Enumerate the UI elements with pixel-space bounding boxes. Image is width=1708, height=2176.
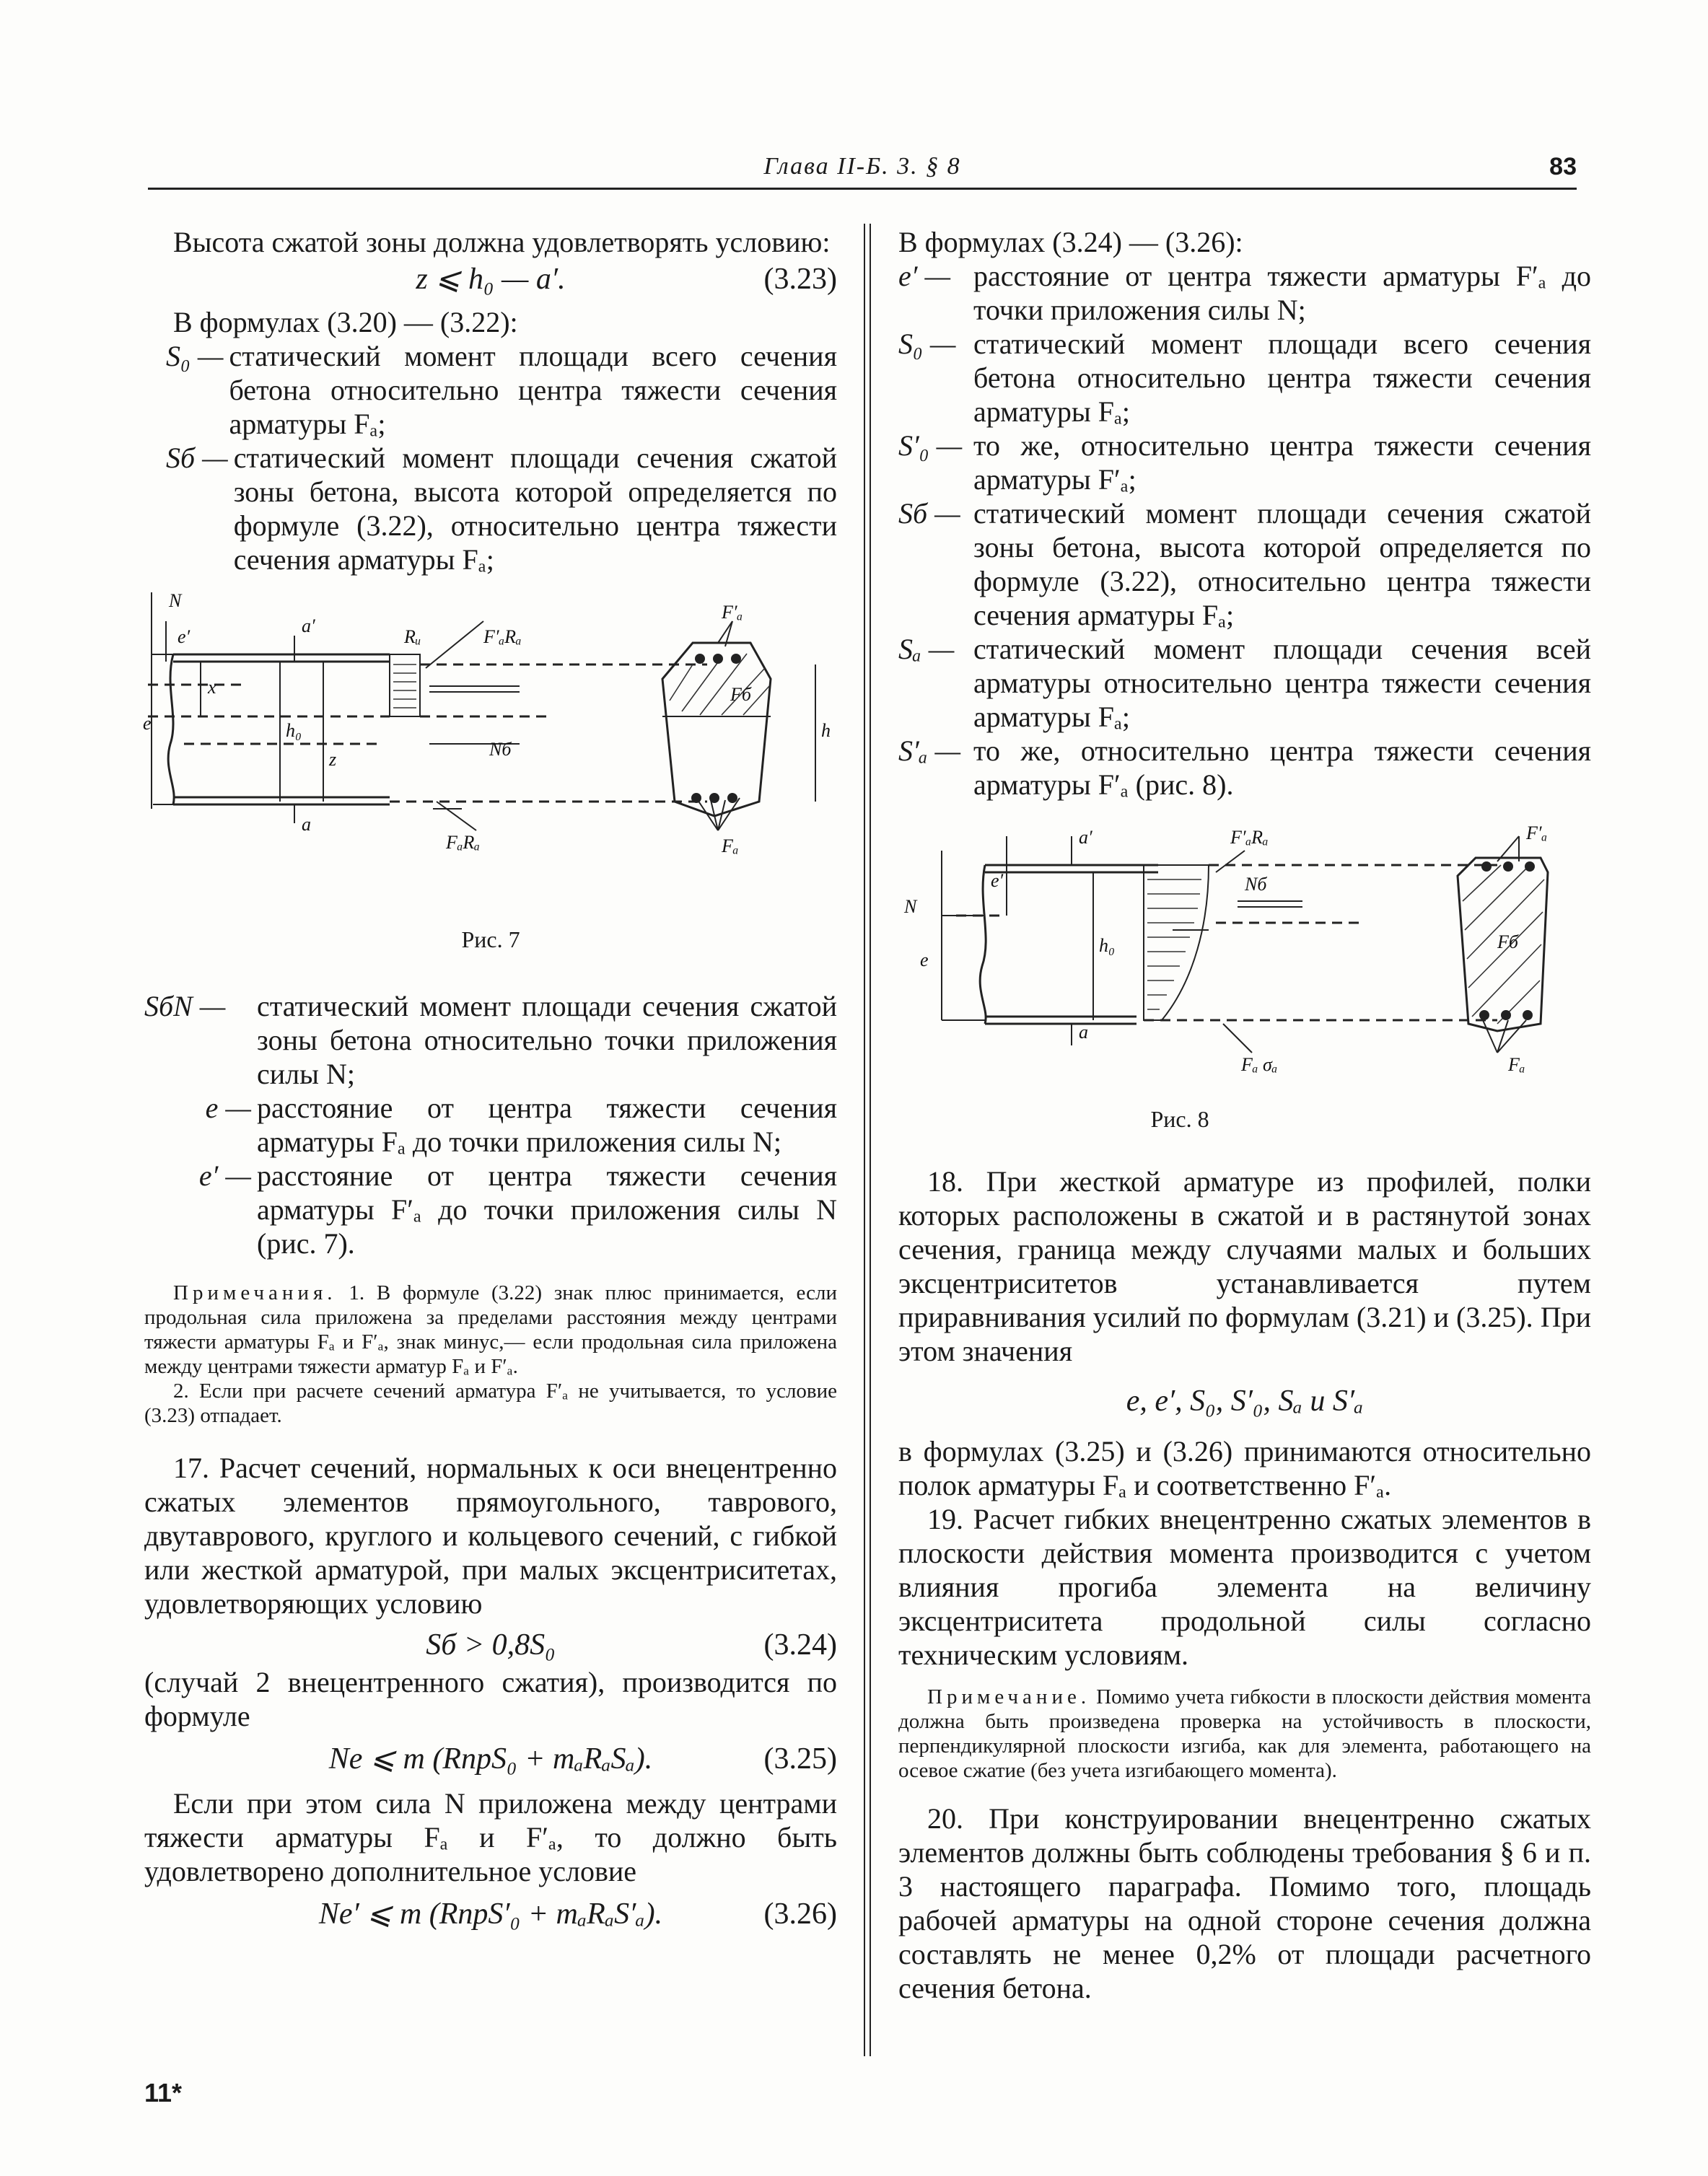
fig7-label: z <box>329 749 337 770</box>
definition-text: то же, относительно центра тяжести сечения арматуры F′ₐ; <box>973 429 1591 496</box>
formula-expression: Ne ⩽ m (RпрS₀ + mₐRₐSₐ). <box>328 1742 653 1776</box>
definition-text: статический момент площади всего сечения бетона относительно центра тяжести сечения арматуры Fₐ; <box>229 340 837 440</box>
figure-8 <box>898 822 1591 1096</box>
fig7-label: e′ <box>178 626 190 647</box>
definition-item <box>144 1159 837 1260</box>
formula-number: (3.23) <box>763 263 837 296</box>
definition-symbol: e′ — <box>198 1159 251 1192</box>
definition-symbol: Sₐ — <box>898 633 955 665</box>
note-label: Примечания. <box>173 1281 337 1304</box>
note <box>898 1685 1591 1783</box>
fig7-label: F′ₐRₐ <box>483 626 522 647</box>
fig8-label: Nб <box>1245 874 1267 895</box>
definition-symbol: S₀ — <box>898 328 956 360</box>
header-rule <box>148 188 1577 190</box>
paragraph: В формулах (3.24) — (3.26): <box>898 226 1243 258</box>
running-title: Глава II-Б. 3. § 8 <box>763 153 961 180</box>
fig7-label: h <box>821 720 831 741</box>
note-text: 1. В формуле (3.22) знак плюс принимается, если продольная сила приложена за пределами расстояния между центрами тяжести арматуры Fₐ и F′ₐ, знак минус,— если продольная сила приложена между центрами тяжести арматур Fₐ и F′ₐ. <box>144 1281 837 1378</box>
fig8-label: F′ₐ <box>1526 822 1548 843</box>
column-separator <box>864 224 865 2056</box>
definition-item <box>144 1091 837 1159</box>
fig8-label: h₀ <box>1099 935 1116 956</box>
definition-item <box>898 429 1591 496</box>
fig7-label: a′ <box>302 615 315 636</box>
fig8-label: Fₐ σₐ <box>1241 1054 1278 1075</box>
definition-symbol: S′ₐ — <box>898 734 961 767</box>
paragraph: в формулах (3.25) и (3.26) принимаются относительно полок арматуры Fₐ и соответственно F′ₐ. <box>898 1435 1591 1501</box>
fig8-label: e <box>920 949 929 970</box>
signature-mark: 11* <box>144 2078 183 2107</box>
definition-text: статический момент площади всего сечения бетона относительно центра тяжести сечения арматуры Fₐ; <box>973 328 1591 428</box>
definition-symbol: Sб — <box>898 497 960 530</box>
definition-text: статический момент площади сечения сжатой зоны бетона относительно точки приложения силы N; <box>257 990 837 1090</box>
paragraph-20: 20. При конструировании внецентренно сжатых элементов должны быть соблюдены требования § 6 и п. 3 настоящего параграфа. Помимо того, площадь рабочей арматуры на одной стороне сечения должна составлять не менее 0,2% от площади расчетного сечения бетона. <box>898 1802 1591 2004</box>
figure-caption: Рис. 7 <box>461 926 520 952</box>
definition-symbol: S₀ — <box>166 340 224 372</box>
fig7-label: FₐRₐ <box>446 832 480 853</box>
right-column <box>898 216 1591 2005</box>
definition-symbol: S′₀ — <box>898 429 963 462</box>
fig7-label: a <box>302 814 311 835</box>
paragraph-17: 17. Расчет сечений, нормальных к оси внецентренно сжатых элементов прямоугольного, таврового, двутаврового, круглого и кольцевого сечений, с гибкой или жесткой арматурой, при малых эксцентриситетах, удовлетворяющих условию <box>144 1452 837 1620</box>
formula-number: (3.24) <box>763 1628 837 1662</box>
definition-text: расстояние от центра тяжести арматуры F′ₐ до точки приложения силы N; <box>973 260 1591 326</box>
formula-3-23 <box>144 259 837 299</box>
definition-item <box>144 339 837 441</box>
formula-number: (3.25) <box>763 1742 837 1776</box>
paragraph: В формулах (3.20) — (3.22): <box>173 306 518 338</box>
formula-3-24 <box>144 1625 837 1665</box>
formula-expression: z ⩽ h₀ — a′. <box>416 263 566 296</box>
fig7-label: x <box>208 677 216 698</box>
column-separator <box>870 224 871 2056</box>
definition-item <box>144 989 837 1091</box>
paragraph-18: 18. При жесткой арматуре из профилей, полки которых расположены в сжатой и в растянутой зонах сечения, граница между случаями малых и больших эксцентриситетов устанавливается путем приравнивания усилий по формулам (3.21) и (3.25). При этом значения <box>898 1165 1591 1367</box>
note-text: Помимо учета гибкости в плоскости действия момента должна быть произведена проверка на устойчивость в плоскости, перпендикулярной плоскости изгиба, как для элемента, работающего на осевое сжатие (без учета изгибающего момента). <box>898 1685 1592 1782</box>
fig8-label: Fб <box>1497 931 1518 952</box>
fig8-label: Fₐ <box>1508 1054 1525 1075</box>
paragraph: Если при этом сила N приложена между центрами тяжести арматуры Fₐ и F′ₐ, то должно быть удовлетворено дополнительное условие <box>144 1787 837 1887</box>
formula-3-26 <box>144 1894 837 1934</box>
definition-symbol: SбN — <box>144 990 226 1022</box>
fig7-label: Fб <box>730 684 751 705</box>
definition-text: расстояние от центра тяжести сечения арматуры F′ₐ до точки приложения силы N (рис. 7). <box>257 1159 837 1260</box>
formula-expression: Sб > 0,8S₀ <box>426 1628 556 1662</box>
definition-text: то же, относительно центра тяжести сечения арматуры F′ₐ (рис. 8). <box>973 734 1591 801</box>
note-text: 2. Если при расчете сечений арматура F′ₐ не учитывается, то условие (3.23) отпадает. <box>144 1379 837 1427</box>
definition-list <box>898 259 1591 802</box>
formula-3-25 <box>144 1739 837 1779</box>
page-number: 83 <box>1549 153 1577 180</box>
fig7-label: h₀ <box>286 720 302 741</box>
fig8-label: F′ₐRₐ <box>1230 827 1269 848</box>
figure-caption: Рис. 8 <box>1150 1106 1209 1132</box>
definition-symbol: e — <box>205 1092 251 1124</box>
fig8-label: N <box>904 896 917 917</box>
definition-item <box>144 441 837 576</box>
fig7-label: Fₐ <box>722 835 739 856</box>
fig8-label: e′ <box>991 870 1004 891</box>
symbol-list: e, e′, S₀, S′₀, Sₐ и S′ₐ <box>1126 1385 1364 1418</box>
left-column <box>144 216 837 1934</box>
fig7-label: Rᵤ <box>404 626 421 647</box>
fig7-label: Nб <box>489 739 512 760</box>
definition-item <box>898 734 1591 802</box>
definition-text: статический момент площади сечения сжатой зоны бетона, высота которой определяется по формуле (3.22), относительно центра тяжести сечения арматуры Fₐ; <box>973 497 1591 631</box>
fig8-label: a <box>1079 1022 1088 1043</box>
page-header <box>148 153 1577 189</box>
paragraph: (случай 2 внецентренного сжатия), производится по формуле <box>144 1666 837 1732</box>
definition-item <box>898 259 1591 327</box>
definition-text: статический момент площади сечения всей арматуры относительно центра тяжести сечения арматуры Fₐ; <box>973 633 1591 733</box>
paragraph-19: 19. Расчет гибких внецентренно сжатых элементов в плоскости действия момента производится с учетом влияния прогиба элемента на величину эксцентриситета продольной силы согласно техническим условиям. <box>898 1503 1591 1671</box>
formula-number: (3.26) <box>763 1898 837 1931</box>
definition-item <box>898 632 1591 734</box>
definition-text: статический момент площади сечения сжатой зоны бетона, высота которой определяется по формуле (3.22), относительно центра тяжести сечения арматуры Fₐ; <box>233 442 837 576</box>
definition-symbol: e′ — <box>898 260 951 292</box>
formula-expression: Ne′ ⩽ m (RпрS′₀ + mₐRₐS′ₐ). <box>318 1898 663 1931</box>
fig8-label: a′ <box>1079 827 1092 848</box>
fig7-label: N <box>169 590 182 611</box>
definition-item <box>898 327 1591 429</box>
figure-7 <box>144 592 837 921</box>
definition-text: расстояние от центра тяжести сечения арматуры Fₐ до точки приложения силы N; <box>257 1092 837 1158</box>
note <box>144 1281 837 1379</box>
definition-item <box>898 496 1591 632</box>
fig7-label: e <box>143 713 152 734</box>
definition-symbol: Sб — <box>166 442 228 474</box>
paragraph: Высота сжатой зоны должна удовлетворять условию: <box>173 226 831 258</box>
fig7-label: F′ₐ <box>722 602 743 623</box>
definition-list <box>144 989 837 1260</box>
note-label: Примечание. <box>927 1685 1091 1708</box>
